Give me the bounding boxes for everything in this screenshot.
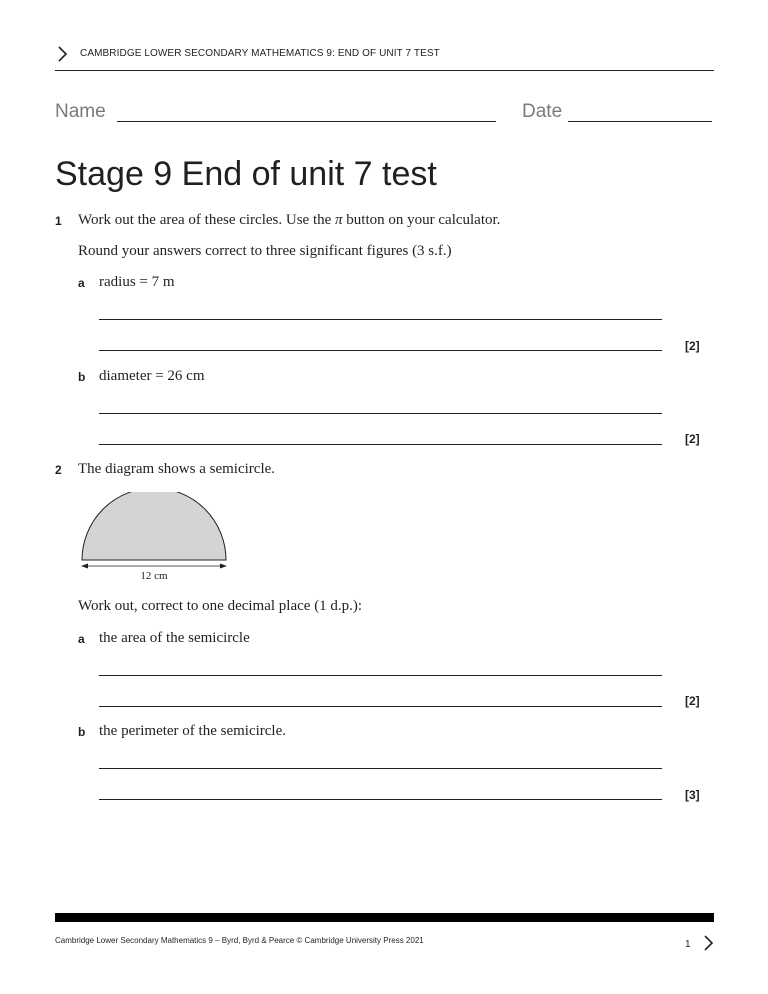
answer-line[interactable] (99, 706, 662, 707)
answer-line[interactable] (99, 350, 662, 351)
question-1-instruction: Round your answers correct to three significant figures (3 s.f.) (78, 243, 452, 259)
footer-copyright: Cambridge Lower Secondary Mathematics 9 – Byrd, Byrd & Pearce © Cambridge University Press 2021 (55, 936, 424, 945)
answer-line[interactable] (99, 675, 662, 676)
answer-line[interactable] (99, 319, 662, 320)
question-2b-text: the perimeter of the semicircle. (99, 723, 286, 739)
question-1a-label: a (78, 276, 85, 290)
question-1b-label: b (78, 370, 86, 384)
header-rule (55, 70, 714, 71)
answer-line[interactable] (99, 413, 662, 414)
date-field-line[interactable] (568, 121, 712, 122)
answer-line[interactable] (99, 799, 662, 800)
name-label: Name (55, 101, 106, 122)
answer-line[interactable] (99, 768, 662, 769)
marks-badge: [3] (685, 788, 700, 802)
question-2b-label: b (78, 725, 86, 739)
semicircle-diagram (76, 492, 236, 584)
question-1-number: 1 (55, 214, 62, 228)
name-field-line[interactable] (117, 121, 496, 122)
marks-badge: [2] (685, 694, 700, 708)
question-1-text: Work out the area of these circles. Use the π button on your calculator. (78, 212, 501, 228)
question-1a-text: radius = 7 m (99, 274, 175, 290)
page-number: 1 (685, 939, 691, 950)
running-header: CAMBRIDGE LOWER SECONDARY MATHEMATICS 9: END OF UNIT 7 TEST (80, 48, 440, 59)
question-2a-label: a (78, 632, 85, 646)
chevron-right-icon (702, 934, 714, 952)
marks-badge: [2] (685, 339, 700, 353)
question-2a-text: the area of the semicircle (99, 630, 250, 646)
question-2-number: 2 (55, 463, 62, 477)
dimension-label: 12 cm (140, 570, 168, 582)
chevron-right-icon (56, 45, 68, 63)
semicircle-shape (82, 492, 226, 560)
question-2-instruction: Work out, correct to one decimal place (1 d.p.): (78, 598, 363, 614)
question-2-text: The diagram shows a semicircle. (78, 461, 276, 477)
footer-bar (55, 913, 714, 922)
answer-line[interactable] (99, 444, 662, 445)
date-label: Date (522, 101, 563, 122)
page-title: Stage 9 End of unit 7 test (55, 155, 437, 193)
marks-badge: [2] (685, 432, 700, 446)
question-1b-text: diameter = 26 cm (99, 368, 205, 384)
pi-symbol: π (335, 212, 343, 228)
